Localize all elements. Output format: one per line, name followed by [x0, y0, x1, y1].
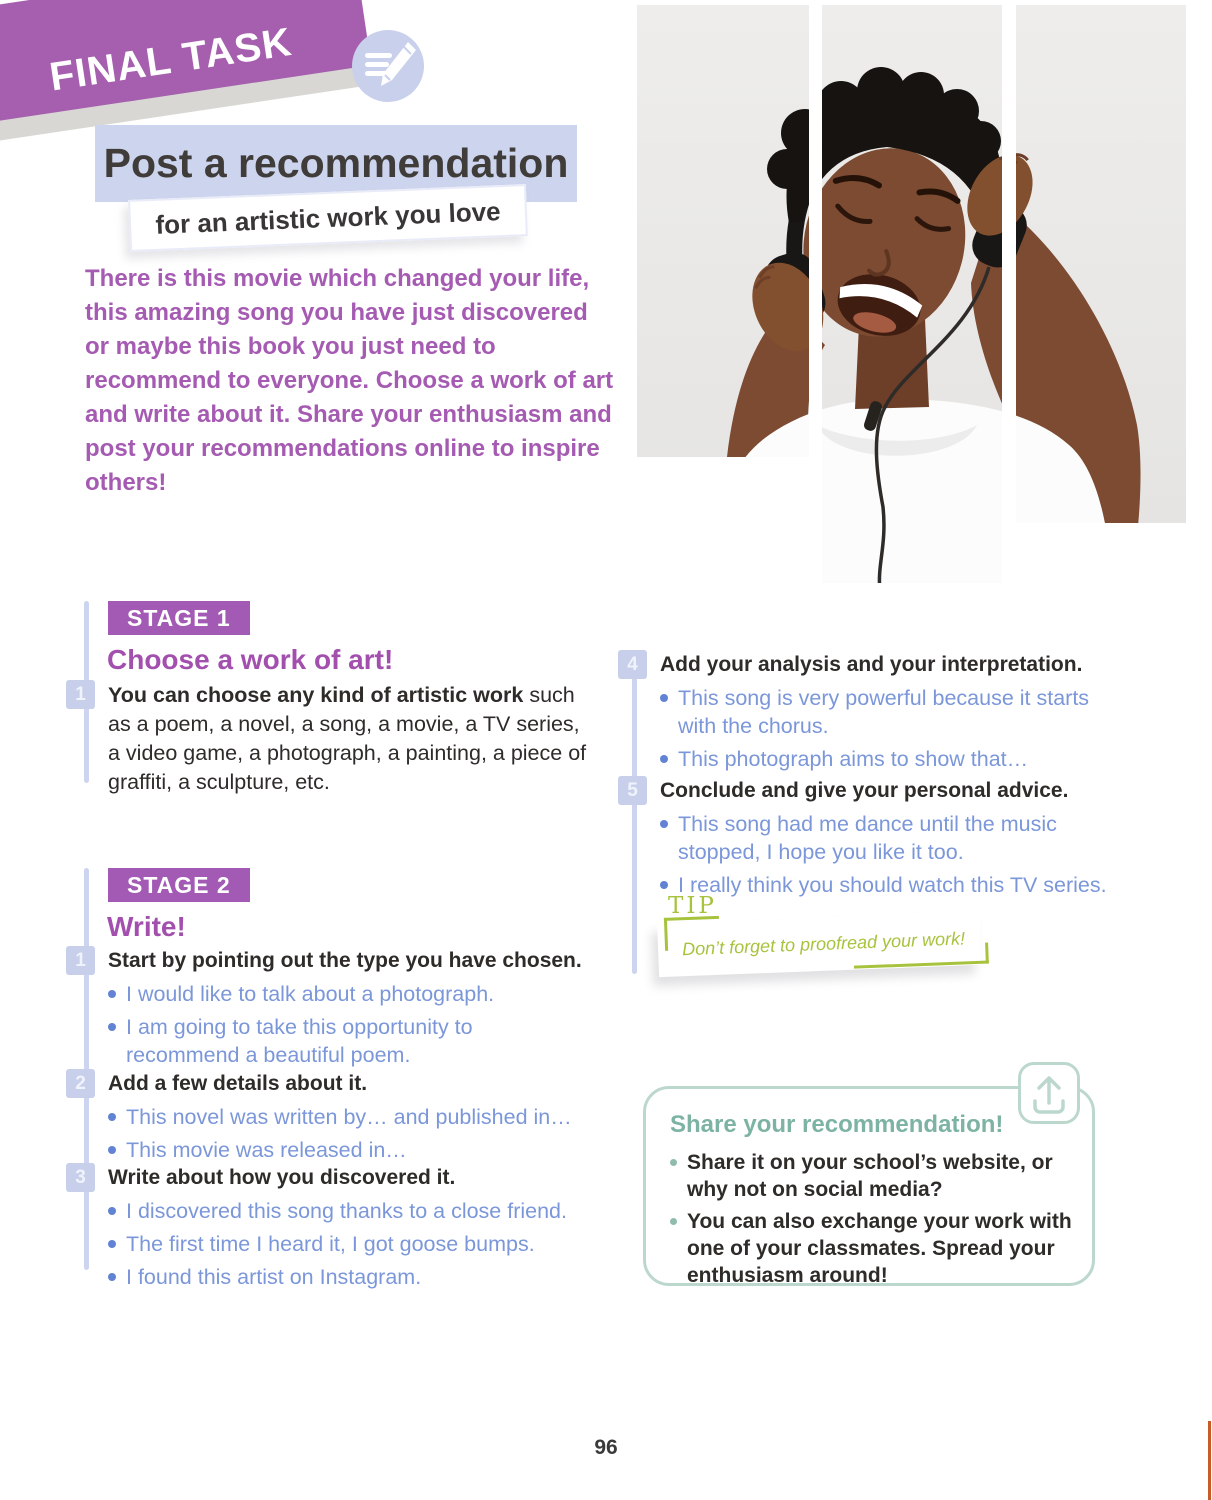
bullet-dot — [660, 755, 668, 763]
bullet-dot — [108, 1207, 116, 1215]
bullet-dot — [108, 1273, 116, 1281]
step-title: Add a few details about it. — [108, 1072, 368, 1095]
bullet-dot — [660, 820, 668, 828]
example-bullet: This novel was written by… and published in… — [108, 1103, 588, 1131]
stage2-step-5 — [660, 777, 1130, 899]
stage2-step-4 — [660, 651, 1130, 773]
page-number: 96 — [594, 1436, 618, 1459]
example-bullet: I found this artist on Instagram. — [108, 1263, 588, 1291]
stage2-step-1 — [108, 947, 588, 1069]
stage1-step-1 — [108, 681, 596, 797]
bullet-dot — [660, 694, 668, 702]
upload-share-icon — [1018, 1062, 1080, 1124]
tip-text: Don’t forget to proofread your work! — [681, 927, 966, 959]
example-bullet: This song is very powerful because it starts with the chorus. — [660, 684, 1130, 740]
bullet-dot — [108, 990, 116, 998]
example-bullet: This photograph aims to show that… — [660, 745, 1130, 773]
step-title: Add your analysis and your interpretation. — [660, 653, 1083, 676]
step-number-badge: 4 — [618, 650, 647, 679]
step-title: Conclude and give your personal advice. — [660, 779, 1069, 802]
intro-paragraph: There is this movie which changed your life, this amazing song you have just discovered or maybe this book you just need to recommend to everyone. Choose a work of art and write about it. Share your enthusiasm and post your recommendations online to inspire others! — [85, 265, 614, 496]
bullet-dot — [670, 1159, 677, 1166]
stage-2-badge-label: STAGE 2 — [127, 871, 231, 898]
tip-box — [657, 911, 981, 977]
bullet-dot — [108, 1240, 116, 1248]
stage-1-badge-label: STAGE 1 — [127, 604, 231, 631]
example-bullet: This movie was released in… — [108, 1136, 588, 1164]
step-title: Start by pointing out the type you have chosen. — [108, 949, 582, 972]
step-title: Write about how you discovered it. — [108, 1166, 456, 1189]
example-bullet: I really think you should watch this TV series. — [660, 871, 1130, 899]
tip-label: TIP — [668, 893, 717, 919]
stage2-step-2 — [108, 1070, 588, 1164]
stage-1-heading: Choose a work of art! — [107, 644, 394, 675]
pencil-writing-icon — [352, 30, 424, 102]
example-bullet: I discovered this song thanks to a close friend. — [108, 1197, 588, 1225]
page-subtitle: for an artistic work you love — [154, 195, 502, 240]
step-number-badge: 1 — [66, 946, 95, 975]
stage-2-heading: Write! — [107, 911, 186, 942]
share-bullet: Share it on your school’s website, or why not on social media? — [670, 1149, 1074, 1203]
hero-photo-collage — [637, 5, 1186, 590]
example-bullet: I would like to talk about a photograph. — [108, 980, 588, 1008]
step-text: You can choose any kind of artistic work such as a poem, a novel, a song, a movie, a TV series, a video game, a photograph, a painting, a piece of graffiti, a sculpture, etc. — [108, 683, 587, 794]
bullet-dot — [108, 1023, 116, 1031]
page-edge-line — [1208, 1421, 1211, 1500]
stage2-right-guide-line — [632, 652, 637, 974]
stage2-step-3 — [108, 1164, 588, 1291]
bullet-dot — [670, 1218, 677, 1225]
example-bullet: This song had me dance until the music stopped, I hope you like it too. — [660, 810, 1130, 866]
final-task-label: FINAL TASK — [46, 19, 295, 100]
example-bullet: The first time I heard it, I got goose bumps. — [108, 1230, 588, 1258]
stage-1-badge — [108, 601, 250, 635]
bullet-dot — [108, 1113, 116, 1121]
bullet-dot — [108, 1146, 116, 1154]
example-bullet: I am going to take this opportunity to recommend a beautiful poem. — [108, 1013, 588, 1069]
bullet-dot — [660, 881, 668, 889]
page-title: Post a recommendation — [103, 140, 569, 186]
step-number-badge: 2 — [66, 1069, 95, 1098]
stage-2-badge — [108, 868, 250, 902]
share-heading: Share your recommendation! — [670, 1111, 1004, 1138]
step-number-badge: 1 — [66, 680, 95, 709]
step-number-badge: 5 — [618, 776, 647, 805]
step-number-badge: 3 — [66, 1163, 95, 1192]
share-bullet: You can also exchange your work with one of your classmates. Spread your enthusiasm around! — [670, 1208, 1074, 1289]
